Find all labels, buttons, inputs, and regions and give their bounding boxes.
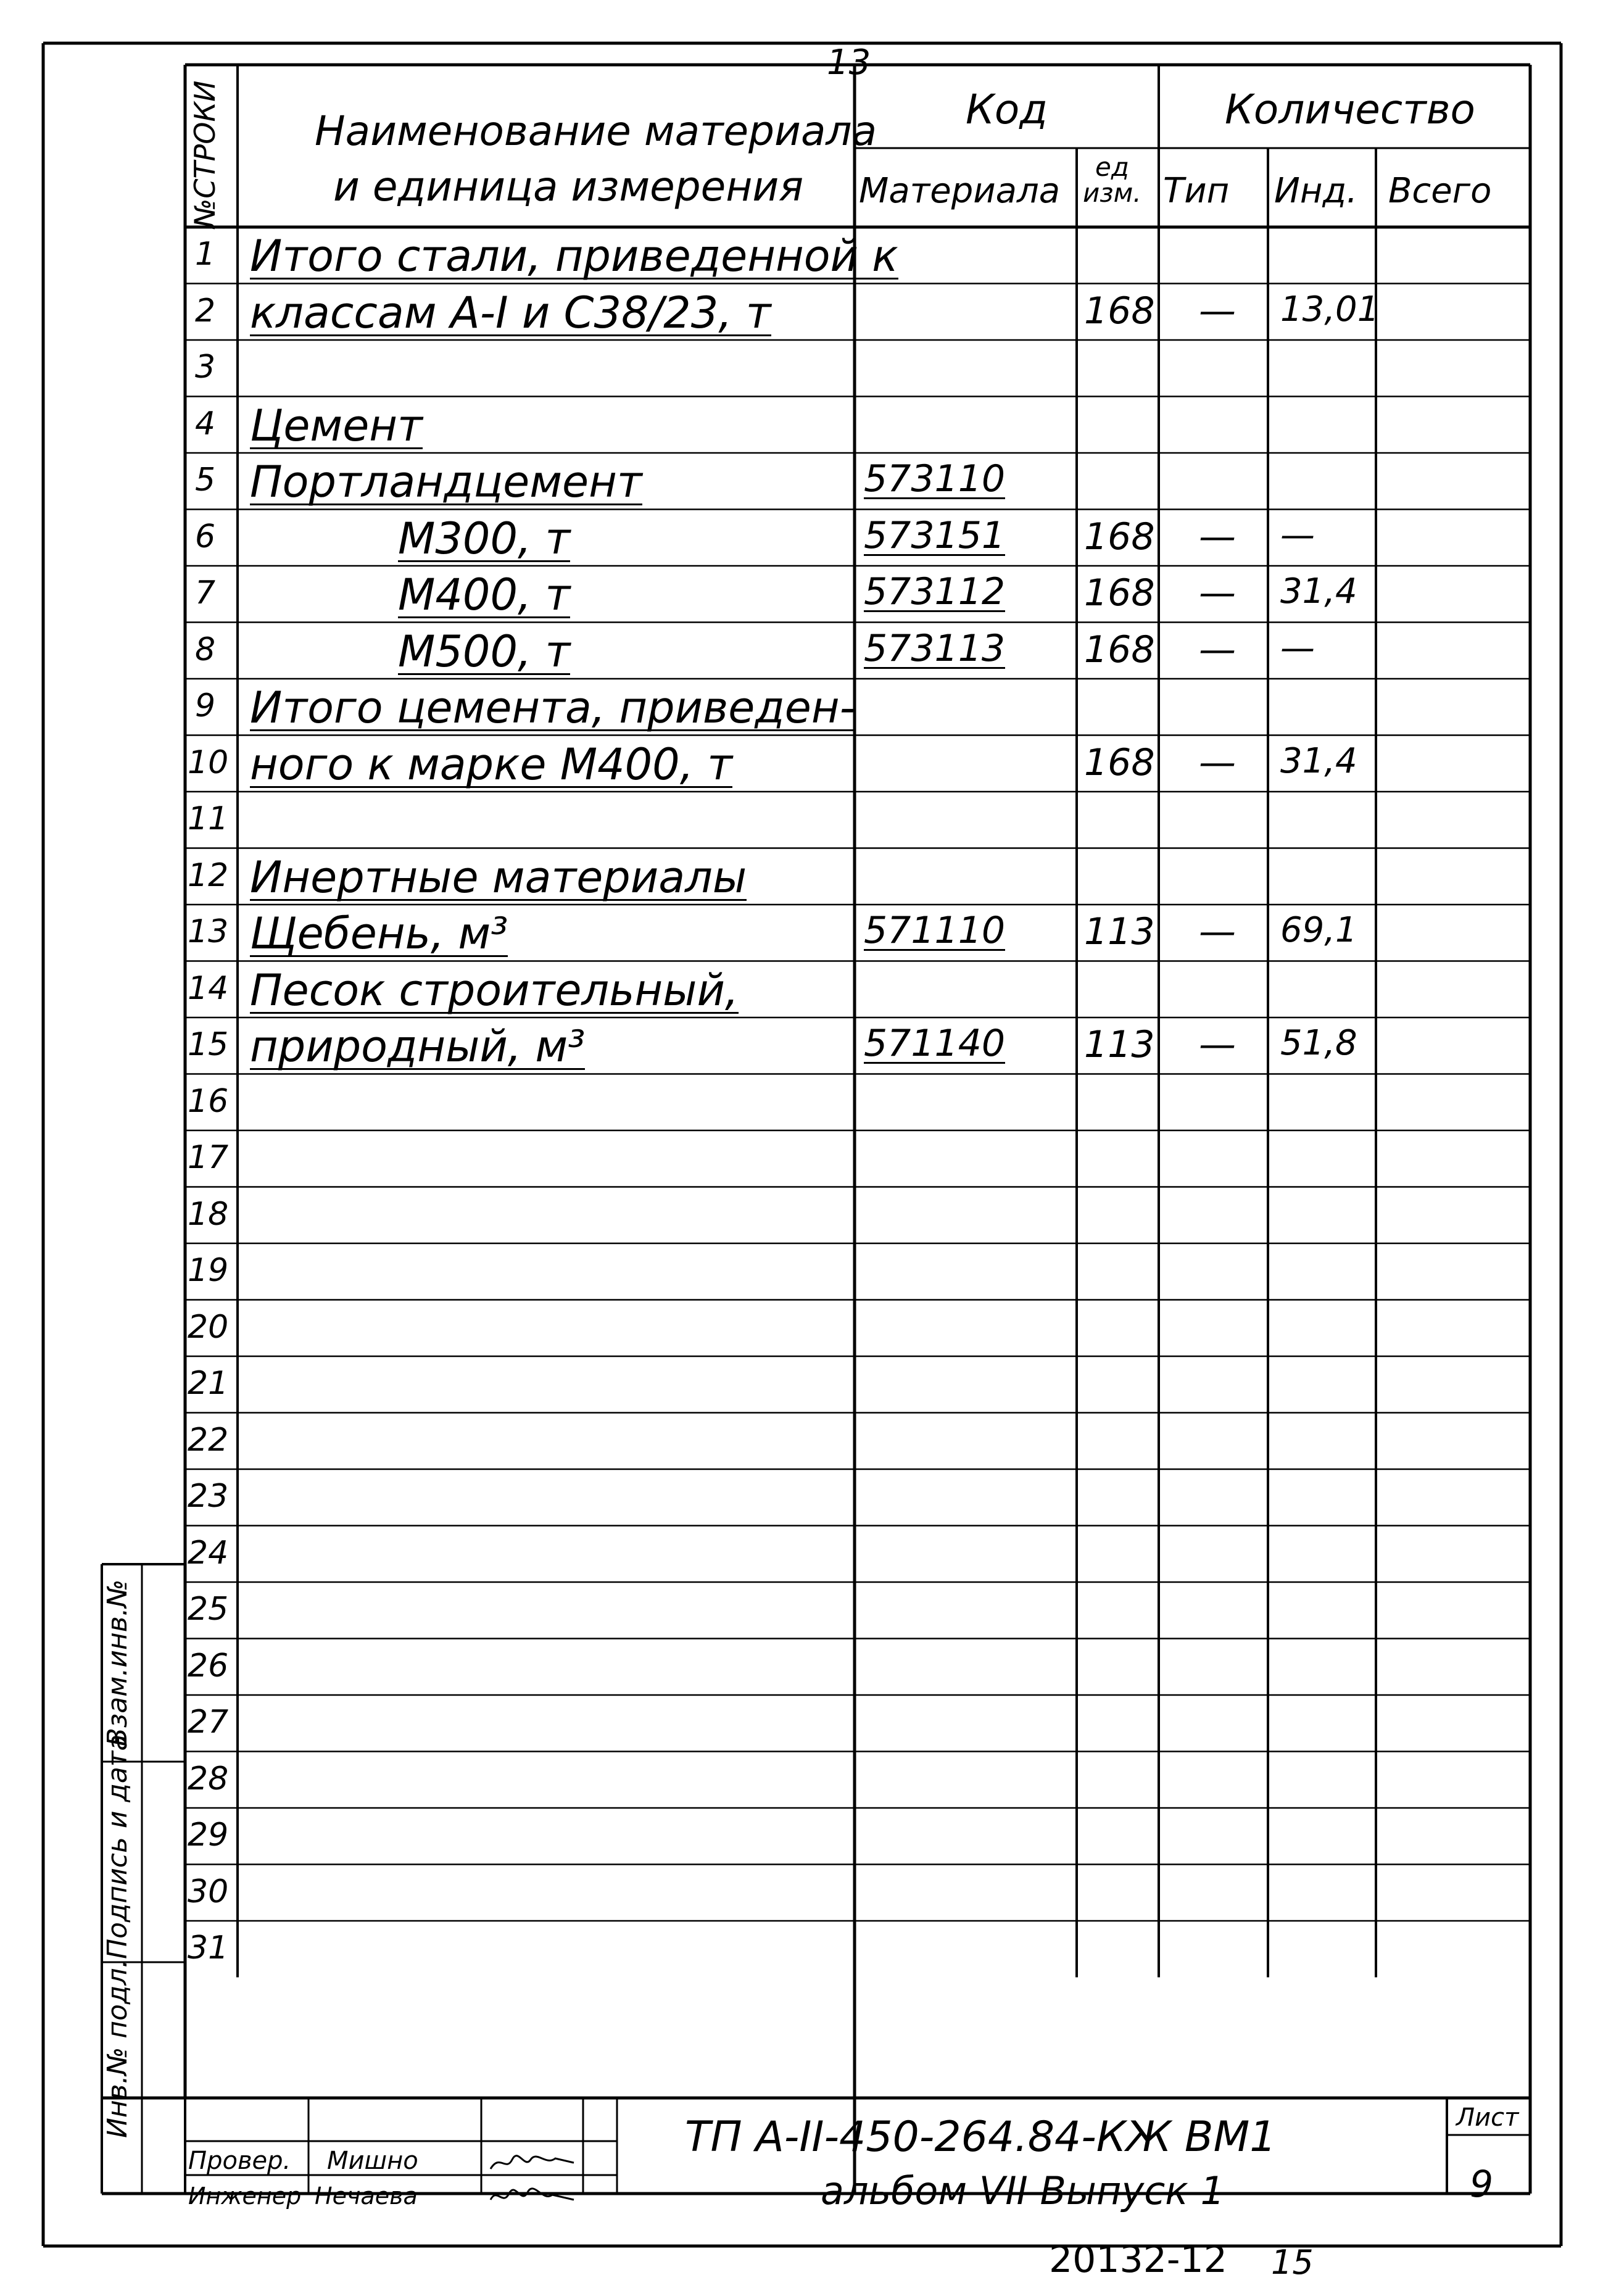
row-type: — xyxy=(1199,1023,1236,1066)
header-unit-line1: ед xyxy=(1095,152,1129,182)
title-sheet-number: 9 xyxy=(1470,2163,1494,2206)
row-name: М500, т xyxy=(398,626,571,677)
title-role-2: Инженер xyxy=(188,2182,302,2210)
row-number: 15 xyxy=(188,1026,229,1063)
row-number: 1 xyxy=(195,236,216,273)
row-name: ного к марке М400, т xyxy=(250,739,732,790)
row-ind: 31,4 xyxy=(1280,740,1357,781)
row-name: природный, м³ xyxy=(250,1021,586,1072)
row-number: 29 xyxy=(188,1817,229,1854)
row-name: Итого стали, приведенной к xyxy=(250,231,898,281)
row-unit: 168 xyxy=(1084,571,1155,615)
header-type: Тип xyxy=(1163,171,1230,211)
row-number: 5 xyxy=(195,462,216,499)
row-code: 571140 xyxy=(864,1022,1006,1065)
row-number: 9 xyxy=(195,687,216,724)
row-code: 573151 xyxy=(864,513,1006,557)
row-name: Итого цемента, приведен- xyxy=(250,682,855,733)
header-quantity: Количество xyxy=(1225,86,1475,133)
side-vzam-inv: Взам.инв.№ xyxy=(102,1579,133,1747)
row-number: 25 xyxy=(188,1591,229,1628)
row-number: 11 xyxy=(188,800,229,837)
row-type: — xyxy=(1199,910,1236,953)
signature-1 xyxy=(487,2147,580,2178)
row-unit: 113 xyxy=(1084,910,1155,953)
row-code: 573110 xyxy=(864,457,1006,500)
row-type: — xyxy=(1199,289,1236,333)
side-inv-podl: Инв.№ подл. xyxy=(102,1959,133,2138)
row-unit: 168 xyxy=(1084,740,1155,784)
header-total: Всего xyxy=(1388,171,1492,211)
row-ind: 31,4 xyxy=(1280,571,1357,611)
row-name: Песок строительный, xyxy=(250,964,739,1016)
row-number: 20 xyxy=(188,1308,229,1346)
row-number: 17 xyxy=(188,1139,229,1176)
row-number: 14 xyxy=(188,969,229,1007)
page-number-top: 13 xyxy=(827,43,871,83)
row-ind: 51,8 xyxy=(1280,1023,1357,1063)
row-number: 4 xyxy=(195,405,216,442)
row-number: 7 xyxy=(195,574,216,611)
row-number: 21 xyxy=(188,1365,229,1402)
header-name-line1: Наименование материала xyxy=(315,107,877,155)
row-name: Инертные материалы xyxy=(250,852,747,903)
row-code: 573113 xyxy=(864,626,1006,670)
row-unit: 168 xyxy=(1084,515,1155,558)
row-number: 16 xyxy=(188,1082,229,1120)
bottom-page-number: 15 xyxy=(1271,2243,1314,2282)
row-name: Щебень, м³ xyxy=(250,908,508,959)
row-number: 19 xyxy=(188,1252,229,1289)
header-code: Код xyxy=(966,86,1048,133)
title-sheet-label: Лист xyxy=(1456,2103,1519,2132)
row-number: 18 xyxy=(188,1195,229,1233)
signature-2 xyxy=(487,2181,580,2212)
row-name: М400, т xyxy=(398,570,571,620)
row-unit: 113 xyxy=(1084,1023,1155,1066)
row-number: 24 xyxy=(188,1534,229,1572)
header-material: Материала xyxy=(859,171,1061,211)
row-number: 22 xyxy=(188,1421,229,1459)
row-number: 6 xyxy=(195,518,216,555)
row-type: — xyxy=(1199,740,1236,784)
title-name-1: Мишно xyxy=(327,2147,418,2175)
row-ind: 69,1 xyxy=(1280,910,1357,950)
row-number: 12 xyxy=(188,856,229,894)
row-type: — xyxy=(1199,571,1236,615)
row-number: 27 xyxy=(188,1704,229,1741)
row-number: 30 xyxy=(188,1873,229,1910)
row-name: классам А-I и С38/23, т xyxy=(250,287,771,338)
row-type: — xyxy=(1199,628,1236,671)
title-role-1: Провер. xyxy=(188,2147,291,2175)
row-number: 13 xyxy=(188,913,229,950)
row-code: 571110 xyxy=(864,909,1006,952)
row-number: 31 xyxy=(188,1929,229,1967)
header-name-line2: и единица измерения xyxy=(333,163,804,210)
side-podpis-data: Подпись и дата xyxy=(102,1734,133,1959)
row-number: 10 xyxy=(188,744,229,781)
row-number: 26 xyxy=(188,1647,229,1685)
title-name-2: Нечаева xyxy=(315,2182,418,2210)
header-row-number: №СТРОКИ xyxy=(188,80,222,228)
row-number: 8 xyxy=(195,631,216,668)
row-number: 28 xyxy=(188,1760,229,1797)
bottom-archive-code: 20132-12 xyxy=(1049,2238,1227,2281)
row-unit: 168 xyxy=(1084,628,1155,671)
header-unit-line2: изм. xyxy=(1083,178,1141,208)
row-ind: 13,01 xyxy=(1280,289,1380,329)
row-type: — xyxy=(1199,515,1236,558)
row-name: М300, т xyxy=(398,513,571,564)
row-ind: — xyxy=(1280,515,1315,555)
row-unit: 168 xyxy=(1084,289,1155,333)
row-code: 573112 xyxy=(864,570,1006,613)
row-number: 23 xyxy=(188,1478,229,1515)
row-ind: — xyxy=(1280,628,1315,668)
row-name: Цемент xyxy=(250,400,423,451)
title-album: альбом VII Выпуск 1 xyxy=(821,2168,1225,2213)
row-name: Портландцемент xyxy=(250,457,642,507)
header-ind: Инд. xyxy=(1274,171,1358,211)
row-number: 2 xyxy=(195,292,216,329)
title-designation: ТП А-II-450-264.84-КЖ ВМ1 xyxy=(685,2113,1277,2161)
row-number: 3 xyxy=(195,349,216,386)
